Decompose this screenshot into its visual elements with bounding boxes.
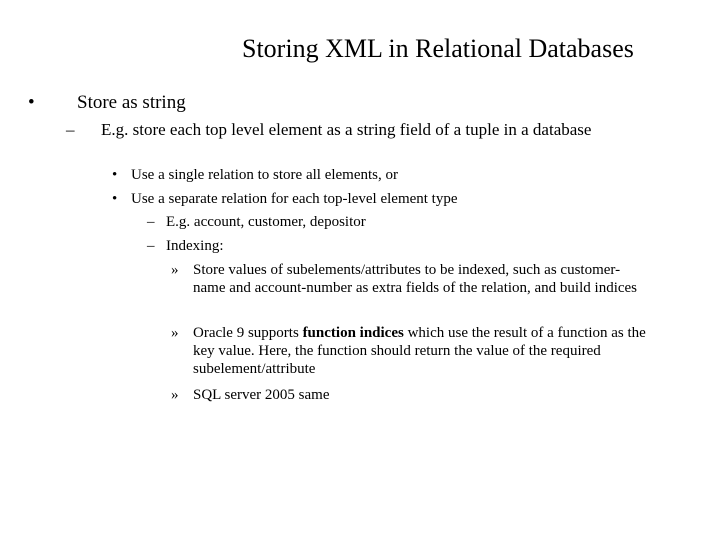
raquo-marker: » xyxy=(171,387,179,403)
bullet-marker: • xyxy=(112,191,118,207)
bullet-text: E.g. account, customer, depositor xyxy=(166,214,366,230)
raquo-marker: » xyxy=(171,325,179,341)
text-bold-function-indices: function indices xyxy=(302,325,404,341)
raquo-marker: » xyxy=(171,262,179,278)
slide-title: Storing XML in Relational Databases xyxy=(242,34,634,63)
bullet-marker: • xyxy=(112,167,118,183)
dash-marker: – xyxy=(147,214,155,230)
bullet-text: SQL server 2005 same xyxy=(193,387,330,403)
bullet-text: Use a separate relation for each top-level element type xyxy=(131,191,458,207)
dash-marker: – xyxy=(66,120,75,139)
bullet-text: E.g. store each top level element as a string field of a tuple in a database xyxy=(101,120,592,139)
bullet-text: Indexing: xyxy=(166,238,224,254)
bullet-text: Store values of subelements/attributes to be indexed, such as customer-name and account-number as extra fields of the relation, and build indices xyxy=(193,262,638,296)
text-pre: Oracle 9 supports xyxy=(193,325,303,341)
bullet-text: Use a single relation to store all elements, or xyxy=(131,167,399,183)
dash-marker: – xyxy=(147,238,155,254)
bullet-text: Store as string xyxy=(77,92,186,113)
bullet-text xyxy=(193,324,648,378)
bullet-marker: • xyxy=(28,92,35,113)
text-post: which use the result of a function as the key value. Here, the function should return the value of the required subelement/attribute xyxy=(193,325,646,377)
